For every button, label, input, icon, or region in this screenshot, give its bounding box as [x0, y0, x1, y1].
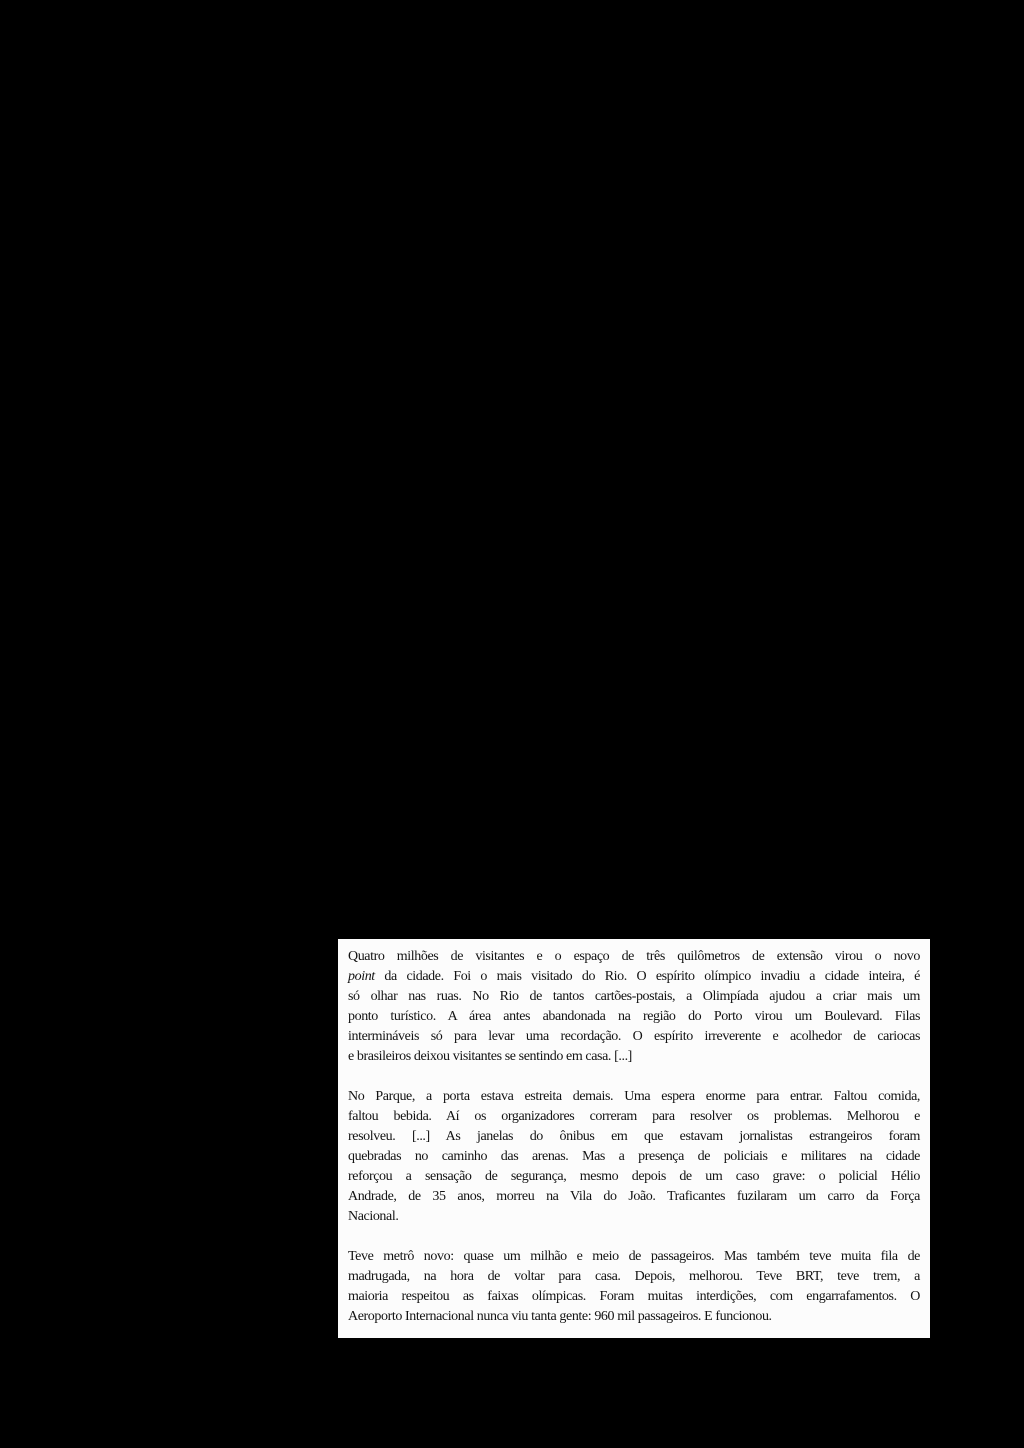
text-line [348, 1247, 920, 1267]
text-segment: Aeroporto Internacional nunca viu tanta gente: 960 mil passageiros. E funcionou. [348, 1309, 772, 1324]
text-line [348, 1187, 920, 1207]
text-segment: quebradas no caminho das arenas. Mas a presença de policiais e militares na cidade [348, 1149, 920, 1164]
text-segment: Nacional. [348, 1209, 399, 1224]
text-line [348, 1047, 920, 1067]
text-line [348, 1307, 920, 1327]
text-line [348, 1167, 920, 1187]
text-line [348, 1207, 920, 1227]
paragraph [348, 1087, 920, 1227]
text-line [348, 1287, 920, 1307]
text-segment: ponto turístico. A área antes abandonada na região do Porto virou um Boulevard. Filas [348, 1009, 920, 1024]
text-line [348, 1027, 920, 1047]
paragraph [348, 1247, 920, 1327]
text-line [348, 987, 920, 1007]
text-line [348, 1007, 920, 1027]
text-segment: resolveu. [...] As janelas do ônibus em que estavam jornalistas estrangeiros foram [348, 1129, 920, 1144]
italic-text-segment: point [348, 969, 375, 984]
text-segment: e brasileiros deixou visitantes se sentindo em casa. [...] [348, 1049, 632, 1064]
text-segment: madrugada, na hora de voltar para casa. Depois, melhorou. Teve BRT, teve trem, a [348, 1269, 920, 1284]
text-segment: No Parque, a porta estava estreita demais. Uma espera enorme para entrar. Faltou comida, [348, 1089, 920, 1104]
text-line [348, 1267, 920, 1287]
text-segment: intermináveis só para levar uma recordação. O espírito irreverente e acolhedor de cariocas [348, 1029, 920, 1044]
text-segment: reforçou a sensação de segurança, mesmo depois de um caso grave: o policial Hélio [348, 1169, 920, 1184]
text-line [348, 967, 920, 987]
text-segment: Andrade, de 35 anos, morreu na Vila do João. Traficantes fuzilaram um carro da Força [348, 1189, 920, 1204]
text-line [348, 1127, 920, 1147]
text-line [348, 1087, 920, 1107]
text-line [348, 1107, 920, 1127]
text-segment: faltou bebida. Aí os organizadores correram para resolver os problemas. Melhorou e [348, 1109, 920, 1124]
text-segment: Teve metrô novo: quase um milhão e meio de passageiros. Mas também teve muita fila de [348, 1249, 920, 1264]
text-segment: Quatro milhões de visitantes e o espaço de três quilômetros de extensão virou o novo [348, 949, 920, 964]
text-line [348, 1147, 920, 1167]
paragraph [348, 947, 920, 1067]
text-segment: só olhar nas ruas. No Rio de tantos cartões-postais, a Olimpíada ajudou a criar mais um [348, 989, 920, 1004]
text-segment: da cidade. Foi o mais visitado do Rio. O espírito olímpico invadiu a cidade inteira, é [374, 969, 920, 984]
text-line [348, 947, 920, 967]
text-segment: maioria respeitou as faixas olímpicas. Foram muitas interdições, com engarrafamentos. O [348, 1289, 920, 1304]
excerpt-panel [338, 939, 930, 1338]
